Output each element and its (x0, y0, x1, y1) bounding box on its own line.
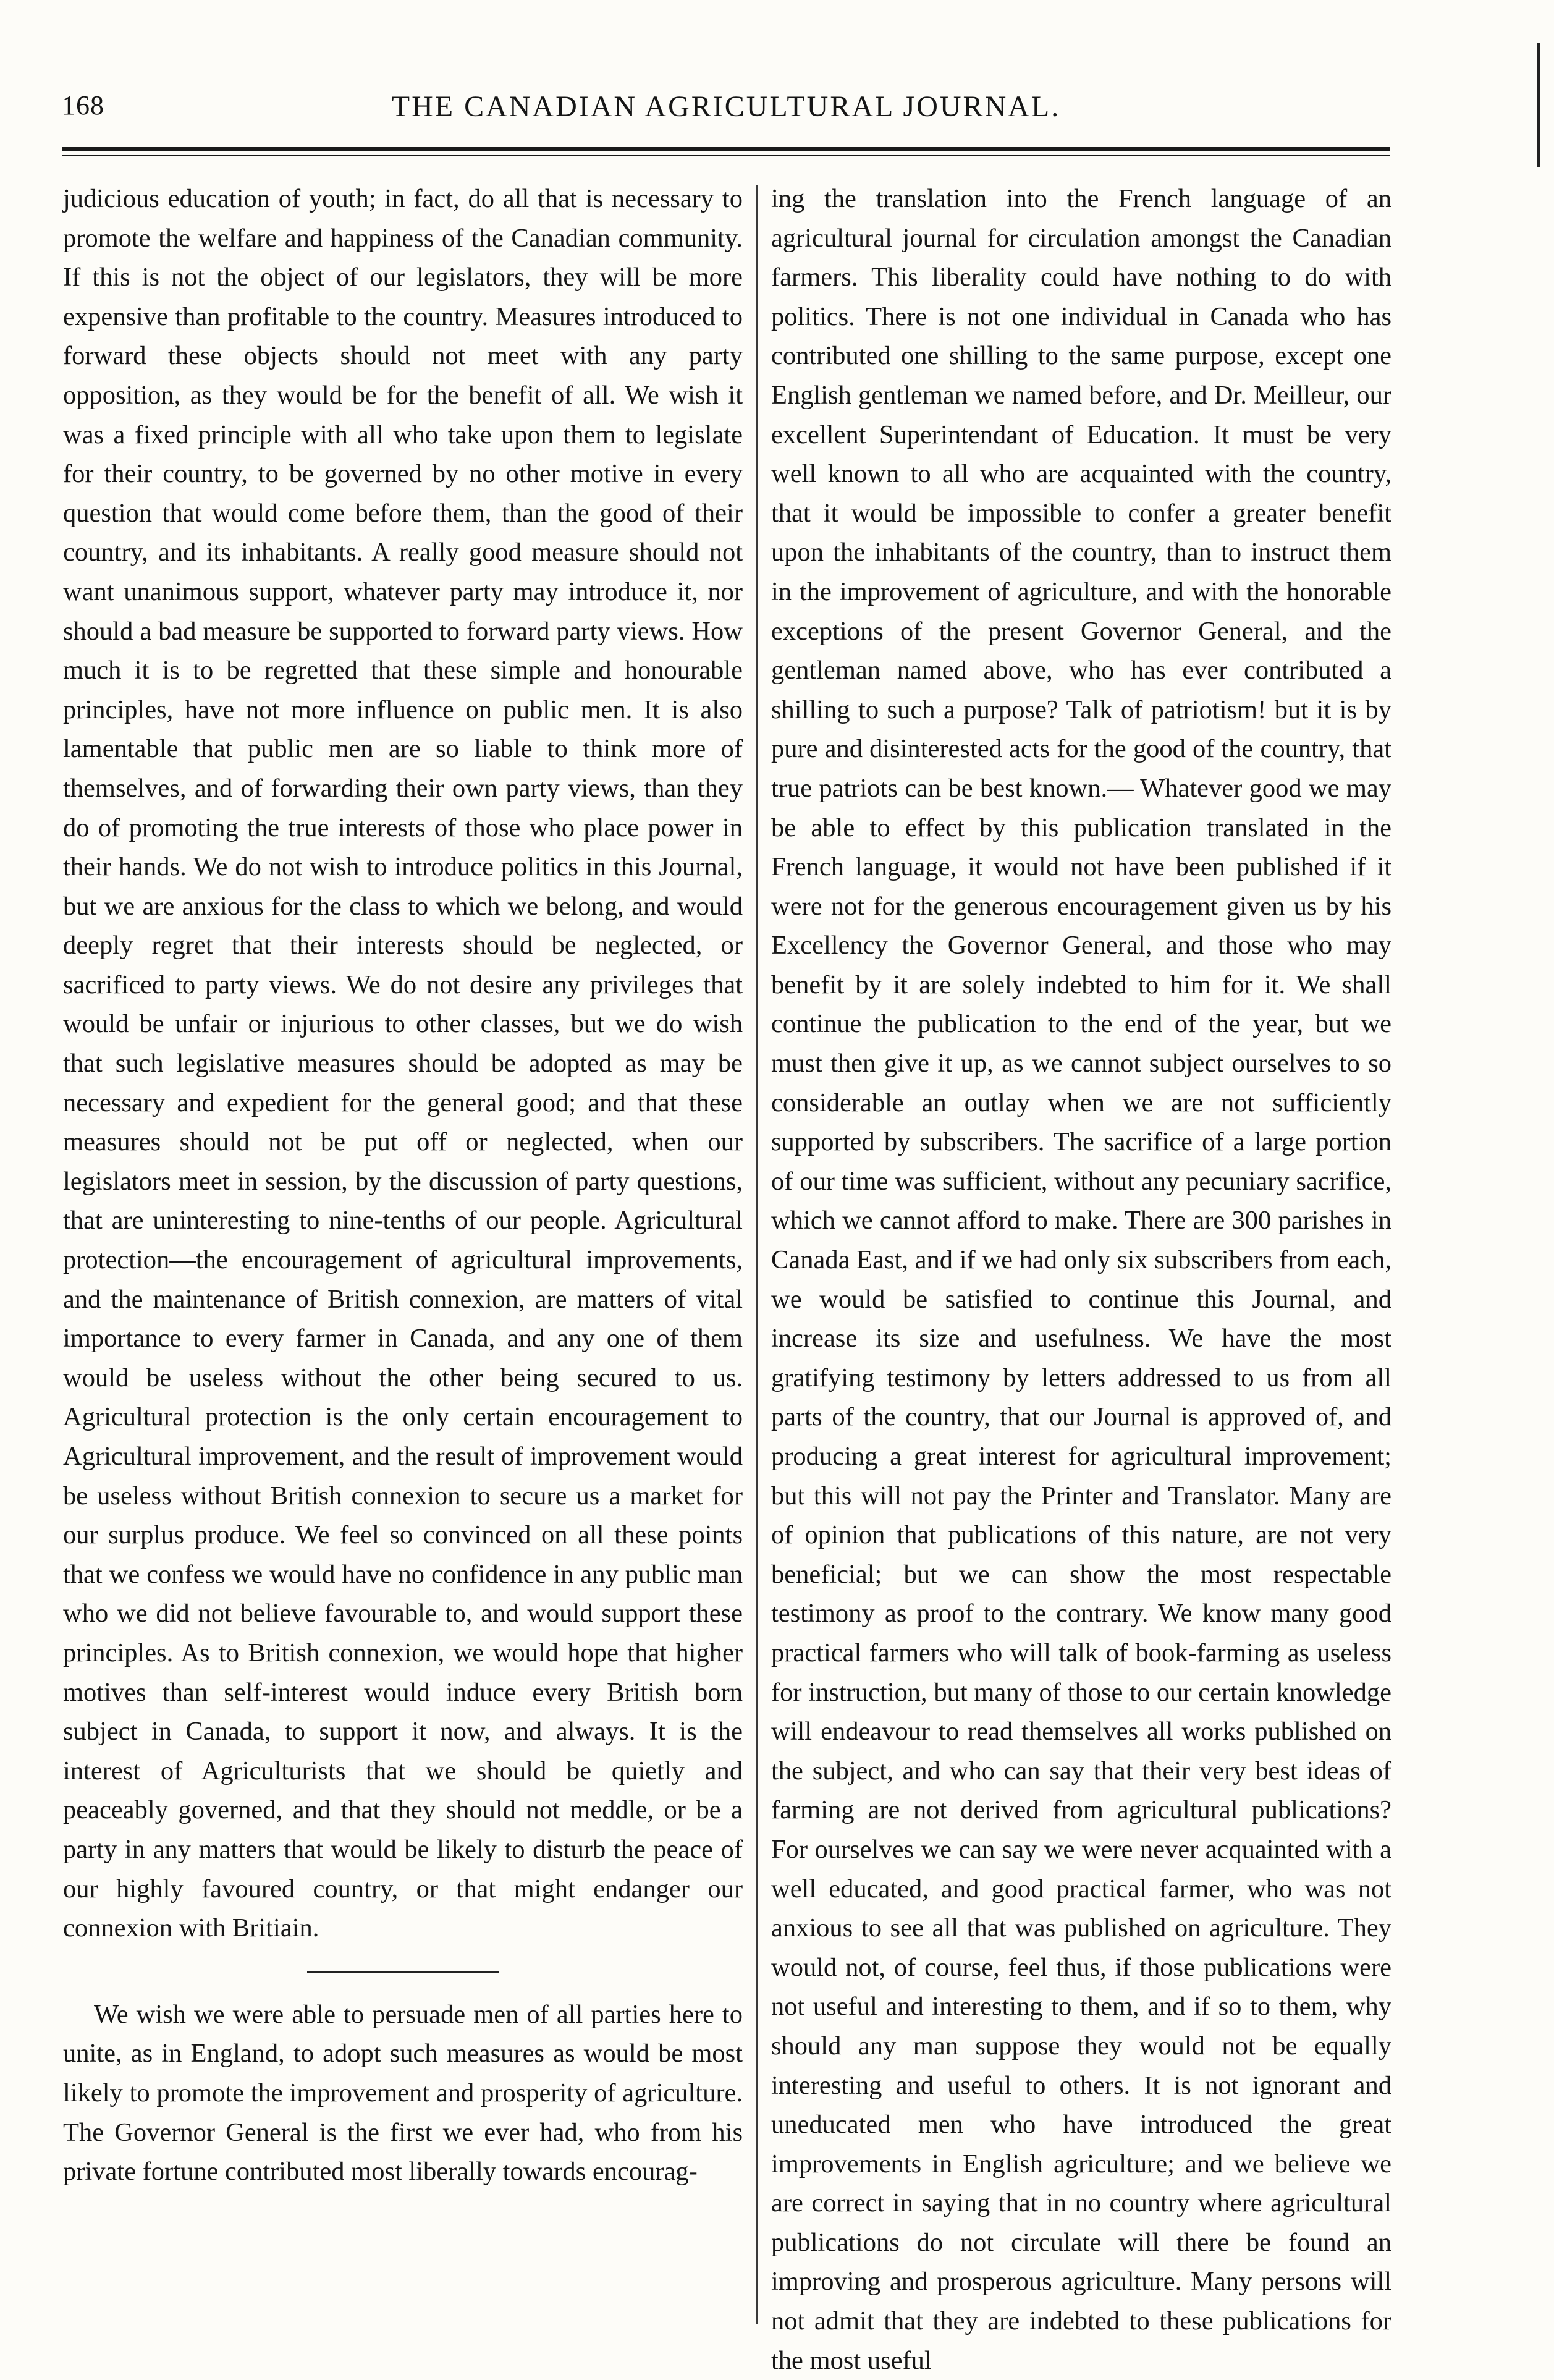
journal-title: THE CANADIAN AGRICULTURAL JOURNAL. (391, 90, 1061, 123)
margin-mark (1537, 43, 1540, 167)
column-divider (756, 185, 758, 2324)
left-paragraph-2: We wish we were able to persuade men of all parties here to unite, as in England, to adopt such measures as would be most likely to promote the improvement and prosperity of agriculture. The Governor General is the first we ever had, who from his private fortune contributed most liberally towards encourag- (63, 1999, 743, 2187)
header-rule-thick (62, 147, 1390, 151)
page-number: 168 (62, 90, 104, 121)
header-rule-thin (62, 155, 1390, 156)
page-header (62, 90, 1390, 139)
right-column (771, 179, 1391, 2375)
left-column (63, 179, 743, 2324)
section-divider-rule (307, 1971, 499, 1973)
left-paragraph-1: judicious education of youth; in fact, do all that is necessary to promote the welfare and happiness of the Canadian community. If this is not the object of our legislators, they will be more expensive than profitable to the country. Measures introduced to forward these objects should not meet with any party opposition, as they would be for the benefit of all. We wish it was a fixed principle with all who take upon them to legislate for their country, to be governed by no other motive in every question that would come before them, than the good of their country, and its inhabitants. A really good measure should not want unanimous support, whatever party may introduce it, nor should a bad measure be supported to forward party views. How much it is to be regretted that these simple and honourable principles, have not more influence on public men. It is also lamentable that public men are so liable to think more of themselves, and of forwarding their own party views, than they do of promoting the true interests of those who place power in their hands. We do not wish to introduce politics in this Journal, but we are anxious for the class to which we belong, and would deeply regret that their interests should be neglected, or sacrificed to party views. We do not desire any privileges that would be unfair or injurious to other classes, but we do wish that such legislative measures should be adopted as may be necessary and expedient for the general good; and that these measures should not be put off or neglected, when our legislators meet in session, by the discussion of party questions, that are uninteresting to nine-tenths of our people. Agricultural protection—the encouragement of agricultural improvements, and the maintenance of British connexion, are matters of vital importance to every farmer in Canada, and any one of them would be useless without the other being secured to us. Agricultural protection is the only certain encouragement to Agricultural improvement, and the result of improvement would be useless without British connexion to secure us a market for our surplus produce. We feel so convinced on all these points that we confess we would have no confidence in any public man who we did not believe favourable to, and would support these principles. As to British connexion, we would hope that higher motives than self-interest would induce every British born subject in Canada, to support it now, and always. It is the interest of Agriculturists that we should be quietly and peaceably governed, and that they should not meddle, or be a party in any matters that would be likely to disturb the peace of our highly favoured country, or that might endanger our connexion with Britiain. (63, 184, 743, 1943)
right-paragraph-1: ing the translation into the French language of an agricultural journal for circulation amongst the Canadian farmers. This liberality could have nothing to do with politics. There is not one individual in Canada who has contributed one shilling to the same purpose, except one English gentleman we named before, and Dr. Meilleur, our excellent Superintendant of Education. It must be very well known to all who are acquainted with the country, that it would be impossible to confer a greater benefit upon the inhabitants of the country, than to instruct them in the improvement of agriculture, and with the honorable exceptions of the present Governor General, and the gentleman named above, who has ever contributed a shilling to such a purpose? Talk of patriotism! but it is by pure and disinterested acts for the good of the country, that true patriots can be best known.— Whatever good we may be able to effect by this publication translated in the French language, it would not have been published if it were not for the generous encouragement given us by his Excellency the Governor General, and those who may benefit by it are solely indebted to him for it. We shall continue the publication to the end of the year, but we must then give it up, as we cannot subject ourselves to so considerable an outlay when we are not sufficiently supported by subscribers. The sacrifice of a large portion of our time was sufficient, without any pecuniary sacrifice, which we cannot afford to make. There are 300 parishes in Canada East, and if we had only six subscribers from each, we would be satisfied to continue this Journal, and increase its size and usefulness. We have the most gratifying testimony by letters addressed to us from all parts of the country, that our Journal is approved of, and producing a great interest for agricultural improvement; but this will not pay the Printer and Translator. Many are of opinion that publications of this nature, are not very beneficial; but we can show the most respectable testimony as proof to the contrary. We know many good practical farmers who will talk of book-farming as useless for instruction, but many of those to our certain knowledge will endeavour to read themselves all works published on the subject, and who can say that their very best ideas of farming are not derived from agricultural publications? For ourselves we can say we were never acquainted with a well educated, and good practical farmer, who was not anxious to see all that was published on agriculture. They would not, of course, feel thus, if those publications were not useful and interesting to them, and if so to them, why should any man suppose they would not be equally interesting and useful to others. It is not ignorant and uneducated men who have introduced the great improvements in English agriculture; and we believe we are correct in saying that in no country where agricultural publications do not circulate will there be found an improving and prosperous agriculture. Many persons will not admit that they are indebted to these publications for the most useful (771, 184, 1391, 2375)
